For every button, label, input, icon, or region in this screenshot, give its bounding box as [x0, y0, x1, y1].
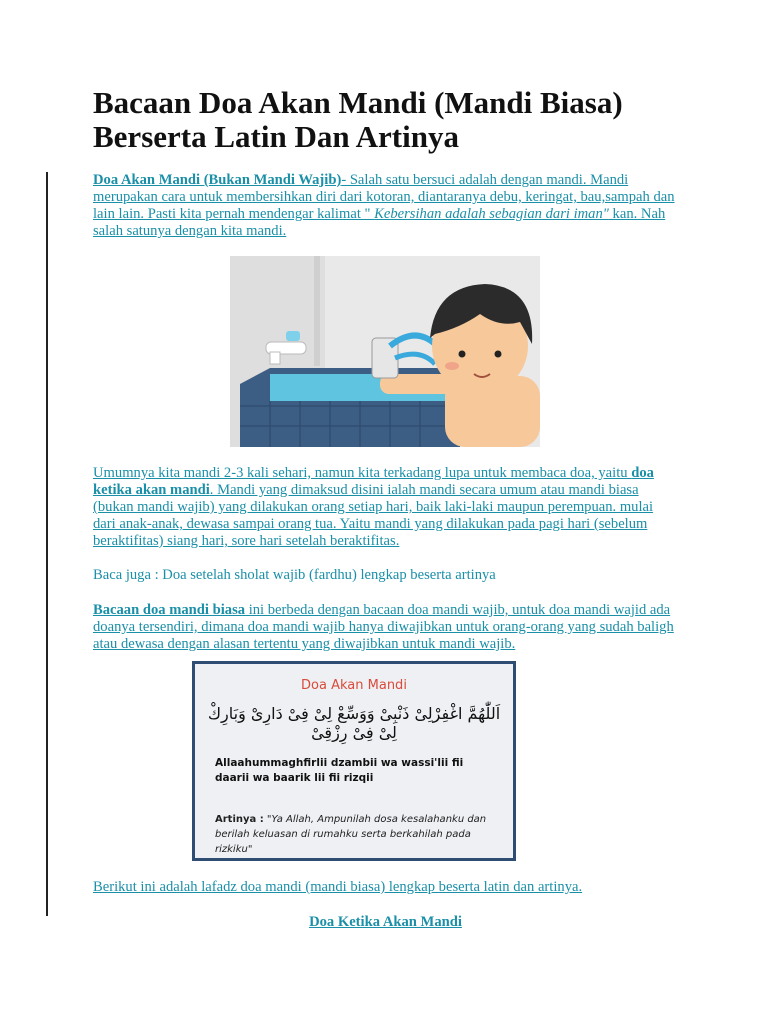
intro-tail-link[interactable]: kan. Nah salah satunya dengan kita mandi. — [93, 206, 666, 239]
doa-arabic-text: اَللّٰهُمَّ اغْفِرْلِىْ ذَنْبِىْ وَوَسِّعْ لِىْ فِىْ دَارِىْ وَبَارِكْ لِىْ فِىْ رِزْقِىْ — [207, 704, 501, 742]
difference-text-link[interactable]: ini berbeda dengan bacaan doa mandi wajib, untuk doa mandi wajid ada doanya tersendiri, dimana doa mandi wajib hanya diwajibkan untuk orang-orang yang sudah baligh atau dewasa dengan alasan tertentu yang diwajibkan untuk mandi wajib. — [93, 602, 674, 652]
doa-ketika-akan-mandi-link[interactable]: Doa Ketika Akan Mandi — [309, 914, 462, 930]
usage-text-a-link[interactable]: Umumnya kita mandi 2-3 kali sehari, namun kita terkadang lupa untuk membaca doa, yaitu — [93, 465, 632, 481]
baca-juga-paragraph — [93, 567, 678, 584]
difference-bold-link[interactable]: Bacaan doa mandi biasa — [93, 602, 246, 618]
doa-card-image — [192, 661, 516, 861]
bath-scene-icon — [230, 256, 540, 447]
doa-card-inner — [195, 664, 513, 858]
doa-artinya-text — [215, 812, 499, 857]
page-title — [93, 86, 678, 154]
document-page — [93, 86, 678, 931]
title-line-1: Bacaan Doa Akan Mandi (Mandi Biasa) — [93, 85, 623, 120]
title-line-2: Berserta Latin Dan Artinya — [93, 119, 459, 154]
usage-paragraph — [93, 465, 678, 550]
doa-latin-text: Allaahummaghfirlii dzambii wa wassi'lii fii daarii wa baarik lii fii rizqii — [215, 757, 464, 784]
baca-juga-text: Baca juga : Doa setelah sholat wajib (fardhu) lengkap beserta artinya — [93, 567, 496, 583]
doa-card-title: Doa Akan Mandi — [301, 678, 407, 693]
usage-text-b-link[interactable]: . Mandi yang dimaksud disini ialah mandi secara umum atau mandi biasa (bukan mandi wajib) yang dilakukan orang setiap hari, baik laki-laki maupun perempuan. mulai dari anak-anak, dewasa sampai orang tua. Yaitu mandi yang dilakukan pada pagi hari (sebelum beraktifitas) siang hari, sore hari setelah beraktifitas. — [93, 482, 654, 549]
berikut-paragraph — [93, 879, 678, 896]
intro-paragraph — [93, 172, 678, 240]
left-margin-rule — [46, 172, 48, 916]
intro-quote-link[interactable]: Kebersihan adalah sebagian dari iman" — [374, 206, 609, 222]
artinya-value: "Ya Allah, Ampunilah dosa kesalahanku dan berilah keluasan di rumahku serta berkahilah pada rizkiku" — [215, 814, 487, 855]
boy-bathing-illustration — [230, 256, 540, 447]
intro-text-link[interactable]: - Salah satu bersuci adalah dengan mandi. Mandi merupakan cara untuk membersihkan diri dari kotoran, diantaranya debu, keringat, bau,sampah dan lain lain. Pasti kita pernah mendengar kalimat " — [93, 172, 675, 222]
subheading-paragraph — [93, 914, 678, 931]
usage-bold-link[interactable]: doa ketika akan mandi — [93, 465, 654, 498]
difference-paragraph — [93, 602, 678, 653]
berikut-link[interactable]: Berikut ini adalah lafadz doa mandi (mandi biasa) lengkap beserta latin dan artinya. — [93, 879, 583, 895]
intro-lead-link[interactable]: Doa Akan Mandi (Bukan Mandi Wajib) — [93, 172, 342, 188]
artinya-label: Artinya : — [215, 814, 264, 825]
